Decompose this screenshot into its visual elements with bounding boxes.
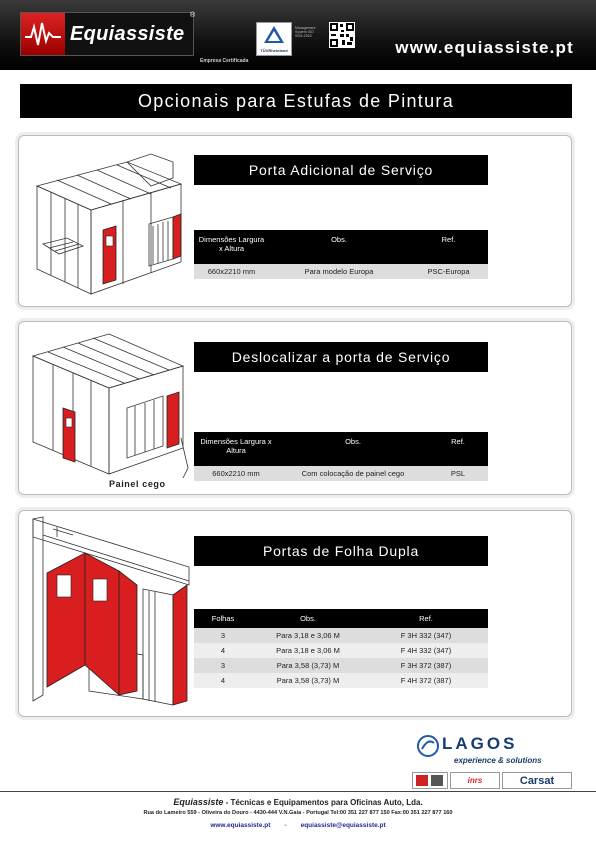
footer-contact xyxy=(0,822,596,829)
column-header: Obs. xyxy=(252,609,364,628)
column-header: Ref. xyxy=(428,432,488,466)
brand-name: Equiassiste xyxy=(70,22,185,45)
table-cell: 660x2210 mm xyxy=(194,264,269,279)
lagos-name: LAGOS xyxy=(442,734,518,753)
table-cell: 4 xyxy=(194,673,252,688)
table-row xyxy=(194,466,488,481)
footer-address: Rua do Lameiro 559 - Oliveira do Douro - 4430-444 V.N.Gaia - Portugal Tel:00 351 227 877 150 Fax:00 351 227 877 160 xyxy=(143,810,453,816)
table-cell: 4 xyxy=(194,643,252,658)
table-row xyxy=(194,643,488,658)
column-header: Ref. xyxy=(364,609,488,628)
table-cell: Com colocação de painel cego xyxy=(278,466,428,481)
table-row xyxy=(194,658,488,673)
table-cell: F 3H 332 (347) xyxy=(364,628,488,643)
carsat-badge: Carsat xyxy=(502,772,572,789)
spec-table xyxy=(194,609,488,688)
footer-separator: - xyxy=(284,822,287,829)
tuv-small-text: Management System ISO 9001:2015 xyxy=(295,26,316,38)
footer-email-link[interactable]: equiassiste@equiassiste.pt xyxy=(300,822,386,829)
table-cell: Para 3,18 e 3,06 M xyxy=(252,628,364,643)
page-title: Opcionais para Estufas de Pintura xyxy=(20,84,572,118)
table-cell: Para 3,18 e 3,06 M xyxy=(252,643,364,658)
column-header: Obs. xyxy=(269,230,409,264)
table-row xyxy=(194,628,488,643)
table-cell: 660x2210 mm xyxy=(194,466,278,481)
tuv-label: TÜVRheinland xyxy=(260,48,288,53)
table-cell: F 4H 372 (387) xyxy=(364,673,488,688)
table-cell: F 3H 372 (387) xyxy=(364,658,488,673)
footer-brand: Equiassiste xyxy=(173,797,224,807)
registered-mark: ® xyxy=(190,12,196,19)
table-cell: PSL xyxy=(428,466,488,481)
spray-booth-service-door-image xyxy=(23,144,191,304)
lagos-logo-icon xyxy=(416,734,440,758)
tuv-certification-badge xyxy=(256,22,292,56)
footer-company-desc: - Técnicas e Equipamentos para Oficinas Auto, Lda. xyxy=(223,798,423,807)
table-cell: Para 3,58 (3,73) M xyxy=(252,673,364,688)
table-cell: 3 xyxy=(194,628,252,643)
inrs-badge: inrs xyxy=(450,772,500,789)
section-title: Deslocalizar a porta de Serviço xyxy=(194,342,488,372)
spray-booth-blind-panel-image xyxy=(23,326,191,478)
spec-table xyxy=(194,432,488,481)
table-cell: Para 3,58 (3,73) M xyxy=(252,658,364,673)
lagos-tagline: experience & solutions xyxy=(454,756,542,765)
section-title: Porta Adicional de Serviço xyxy=(194,155,488,185)
table-cell: 3 xyxy=(194,658,252,673)
spec-table xyxy=(194,230,488,279)
section-deslocalizar-porta xyxy=(18,321,572,495)
double-leaf-doors-image xyxy=(23,515,191,713)
partner-logos xyxy=(412,732,574,792)
column-header: Obs. xyxy=(278,432,428,466)
brand-logo[interactable] xyxy=(20,12,194,56)
tuv-triangle-icon xyxy=(257,23,291,47)
column-header: Folhas xyxy=(194,609,252,628)
table-cell: Para modelo Europa xyxy=(269,264,409,279)
section-title: Portas de Folha Dupla xyxy=(194,536,488,566)
table-row xyxy=(194,673,488,688)
column-header: Ref. xyxy=(409,230,488,264)
header-bar xyxy=(0,0,596,70)
section-portas-folha-dupla xyxy=(18,510,572,717)
header-website-link[interactable]: www.equiassiste.pt xyxy=(395,38,574,57)
table-cell: F 4H 332 (347) xyxy=(364,643,488,658)
table-cell: PSC-Europa xyxy=(409,264,488,279)
column-header: Dimensões Largura x Altura xyxy=(194,432,278,466)
footer-divider xyxy=(0,791,596,792)
column-header: Dimensões Largura x Altura xyxy=(194,230,269,264)
section-porta-adicional xyxy=(18,135,572,307)
table-row xyxy=(194,264,488,279)
footer-company xyxy=(0,797,596,807)
qr-code-icon xyxy=(329,22,355,48)
brand-logo-mark-icon xyxy=(21,13,65,55)
certification-label: Empresa Certificada xyxy=(200,58,249,64)
footer-website-link[interactable]: www.equiassiste.pt xyxy=(210,822,271,829)
certification-seal-icon xyxy=(412,772,448,789)
blind-panel-label: Painel cego xyxy=(109,479,166,489)
